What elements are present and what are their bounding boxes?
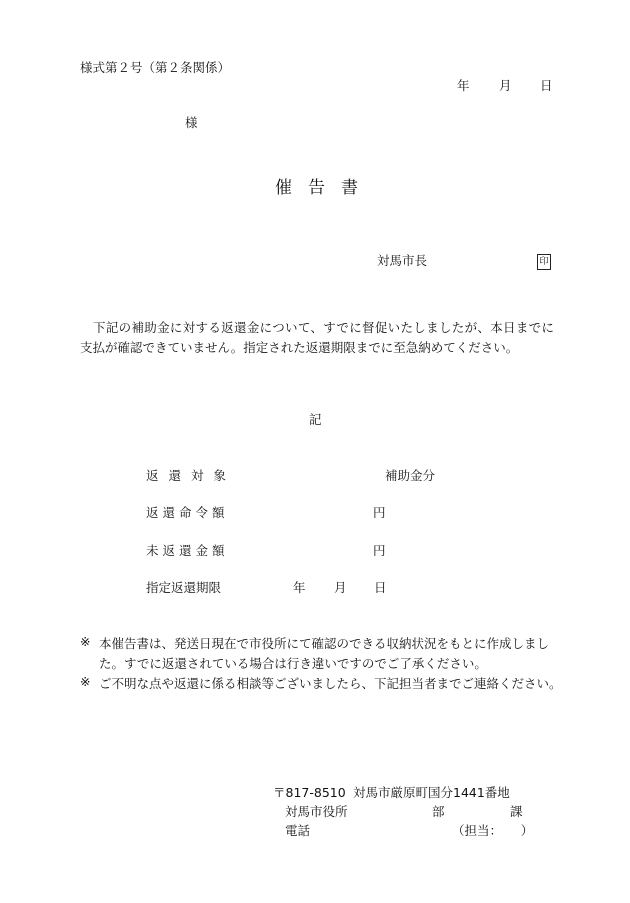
department: 部 [432, 804, 445, 819]
office-name: 対馬市役所 [285, 804, 348, 819]
order-amount-unit: 円 [373, 505, 386, 520]
deadline-month: 月 [334, 580, 347, 595]
title-char-1: 催 [275, 178, 292, 198]
deadline-day: 日 [374, 580, 387, 595]
address: 対馬市厳原町国分1441番地 [353, 785, 510, 800]
addressee-suffix: 様 [185, 115, 198, 130]
order-amount-label: 返還命令額 [146, 505, 229, 520]
note-1-mark: ※ [80, 634, 91, 649]
telephone-label: 電話 [285, 823, 311, 838]
target-value: 補助金分 [385, 468, 436, 483]
person-in-charge: （担当： ） [452, 823, 534, 838]
unpaid-amount-unit: 円 [373, 543, 386, 558]
issuer-name: 対馬市長 [377, 253, 428, 268]
title-char-3: 書 [341, 178, 358, 198]
unpaid-amount-label: 未返還金額 [146, 543, 229, 558]
date-day: 日 [540, 78, 553, 93]
body-paragraph: 下記の補助金に対する返還金について、すでに督促いたしましたが、本日までに支払が確認できていません。指定された返還期限までに至急納めてください。 [80, 320, 554, 355]
section: 課 [510, 804, 523, 819]
deadline-year: 年 [293, 580, 306, 595]
date-month: 月 [499, 78, 512, 93]
seal-mark: 印 [537, 254, 551, 270]
date-year: 年 [457, 78, 470, 93]
title-char-2: 告 [308, 178, 325, 198]
form-number: 様式第２号（第２条関係） [80, 60, 231, 75]
note-1-text: 本催告書は、発送日現在で市役所にて確認のできる収納状況をもとに作成しました。すでに返還されている場合は行き違いですのでご了承ください。 [99, 636, 550, 671]
postal-code: 〒817-8510 [273, 785, 346, 800]
note-2-mark: ※ [80, 674, 91, 689]
issuer-seal [537, 252, 551, 270]
note-2-text: ご不明な点や返還に係る相談等ございましたら、下記担当者までご連絡ください。 [99, 676, 562, 691]
ki-heading: 記 [309, 412, 322, 427]
target-label: 返 還 対 象 [146, 468, 229, 483]
deadline-label: 指定返還期限 [146, 580, 222, 595]
